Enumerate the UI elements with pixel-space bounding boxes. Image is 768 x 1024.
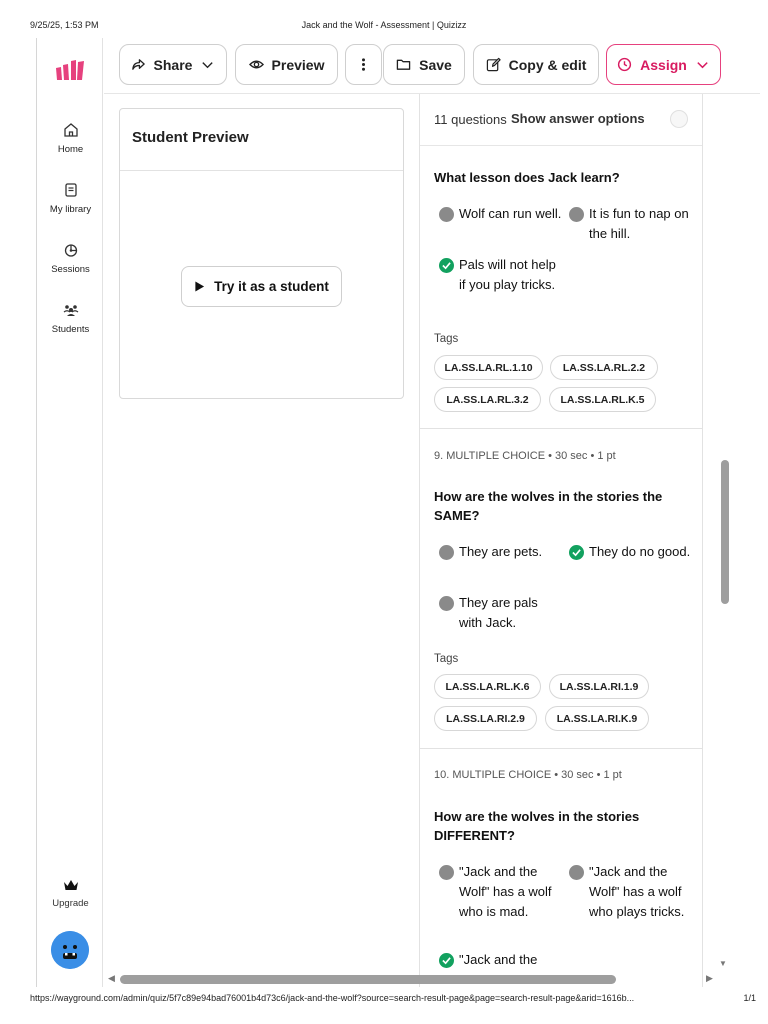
standard-tag[interactable]: LA.SS.LA.RL.K.6 xyxy=(434,674,541,699)
answer-option xyxy=(434,950,564,970)
share-label: Share xyxy=(153,56,193,73)
scroll-down-arrow-icon[interactable]: ▼ xyxy=(719,959,727,968)
sidebar-item-label: Home xyxy=(57,144,84,155)
answer-option xyxy=(564,542,694,562)
incorrect-marker xyxy=(439,596,454,611)
questions-header xyxy=(420,94,703,146)
option-text: "Jack and the Wolf" has a wolf who plays tricks. xyxy=(589,864,685,919)
print-header xyxy=(0,0,768,40)
standard-tag[interactable]: LA.SS.LA.RI.K.9 xyxy=(545,706,649,731)
question-text: How are the wolves in the stories the SAME? xyxy=(434,489,663,523)
option-text: They are pals with Jack. xyxy=(459,595,538,630)
questions-panel xyxy=(419,94,703,987)
print-page-number: 1/1 xyxy=(743,993,756,1003)
sidebar-item-label: Students xyxy=(51,324,90,335)
correct-check-icon xyxy=(569,545,584,560)
question-card xyxy=(420,146,703,429)
answer-option xyxy=(434,862,564,922)
show-answer-options-toggle[interactable] xyxy=(670,110,688,128)
question-meta: 10. MULTIPLE CHOICE • 30 sec • 1 pt xyxy=(434,769,622,781)
tags-label: Tags xyxy=(434,333,459,345)
answer-option xyxy=(434,255,564,295)
try-as-student-button[interactable] xyxy=(181,266,342,307)
option-text: It is fun to nap on the hill. xyxy=(589,206,689,241)
incorrect-marker xyxy=(569,207,584,222)
option-text: Pals will not help if you play tricks. xyxy=(459,257,556,292)
standard-tag[interactable]: LA.SS.LA.RI.2.9 xyxy=(434,706,537,731)
divider xyxy=(120,170,403,171)
home-icon xyxy=(63,122,79,138)
upgrade-label: Upgrade xyxy=(52,898,89,909)
sidebar-item-students[interactable] xyxy=(37,302,104,335)
crown-icon xyxy=(63,878,79,892)
library-icon xyxy=(63,182,79,198)
answer-option xyxy=(564,862,694,922)
sessions-icon xyxy=(63,242,79,258)
scroll-left-arrow-icon[interactable]: ◀ xyxy=(108,973,115,983)
assign-label: Assign xyxy=(640,56,687,73)
correct-check-icon xyxy=(439,953,454,968)
chevron-down-icon xyxy=(200,57,215,72)
sidebar xyxy=(36,38,103,987)
preview-label: Preview xyxy=(271,56,325,73)
tags-label: Tags xyxy=(434,653,459,665)
incorrect-marker xyxy=(439,545,454,560)
question-card xyxy=(420,749,703,987)
sidebar-item-sessions[interactable] xyxy=(37,242,104,275)
print-date: 9/25/25, 1:53 PM xyxy=(30,20,99,30)
folder-icon xyxy=(396,57,411,72)
option-text: They do no good. xyxy=(589,544,691,559)
avatar[interactable] xyxy=(51,931,89,969)
option-text: Wolf can run well. xyxy=(459,206,562,221)
standard-tag[interactable]: LA.SS.LA.RL.2.2 xyxy=(550,355,658,380)
preview-button[interactable] xyxy=(235,44,338,85)
eye-icon xyxy=(249,57,264,72)
students-icon xyxy=(63,302,79,318)
chevron-down-icon xyxy=(695,57,710,72)
standard-tag[interactable]: LA.SS.LA.RL.1.10 xyxy=(434,355,543,380)
question-text: How are the wolves in the stories DIFFERENT? xyxy=(434,809,640,843)
question-card xyxy=(420,429,703,749)
app-logo[interactable] xyxy=(55,60,85,82)
sidebar-item-my-library[interactable] xyxy=(37,182,104,215)
option-text: "Jack and the Wolf" has a wolf who is mad. xyxy=(459,864,552,919)
clock-icon xyxy=(617,57,632,72)
assign-button[interactable] xyxy=(606,44,721,85)
save-label: Save xyxy=(419,56,452,73)
student-preview-card xyxy=(119,108,404,399)
correct-check-icon xyxy=(439,258,454,273)
horizontal-scrollbar[interactable] xyxy=(120,975,616,984)
try-as-student-label: Try it as a student xyxy=(214,279,329,294)
standard-tag[interactable]: LA.SS.LA.RI.1.9 xyxy=(549,674,649,699)
copy-edit-label: Copy & edit xyxy=(508,56,587,73)
print-footer xyxy=(0,993,768,1007)
incorrect-marker xyxy=(439,865,454,880)
incorrect-marker xyxy=(439,207,454,222)
question-count: 11 questions xyxy=(434,112,507,127)
sidebar-item-home[interactable] xyxy=(37,122,104,155)
question-meta: 9. MULTIPLE CHOICE • 30 sec • 1 pt xyxy=(434,450,616,462)
show-answer-options-label: Show answer options xyxy=(511,111,645,126)
option-text: They are pets. xyxy=(459,544,543,559)
top-toolbar xyxy=(104,38,760,94)
save-button[interactable] xyxy=(383,44,465,85)
answer-option xyxy=(564,204,694,244)
copy-edit-button[interactable] xyxy=(473,44,599,85)
standard-tag[interactable]: LA.SS.LA.RL.K.5 xyxy=(549,387,656,412)
vertical-scrollbar[interactable] xyxy=(721,460,729,604)
edit-icon xyxy=(486,57,501,72)
question-text: What lesson does Jack learn? xyxy=(434,170,620,185)
print-url: https://wayground.com/admin/quiz/5f7c89e94bad76001b4d73c6/jack-and-the-wolf?source=search-result-page&page=search-result-page&arid=1616b... xyxy=(30,993,635,1003)
answer-option xyxy=(434,542,564,562)
play-icon xyxy=(194,281,205,292)
more-vertical-icon xyxy=(356,57,371,72)
scroll-right-arrow-icon[interactable]: ▶ xyxy=(706,973,713,983)
more-options-button[interactable] xyxy=(345,44,382,85)
preview-title: Student Preview xyxy=(132,129,249,146)
incorrect-marker xyxy=(569,865,584,880)
answer-option xyxy=(434,204,564,224)
print-title: Jack and the Wolf - Assessment | Quizizz xyxy=(301,20,467,30)
standard-tag[interactable]: LA.SS.LA.RL.3.2 xyxy=(434,387,541,412)
share-button[interactable] xyxy=(119,44,227,85)
option-text: "Jack and the xyxy=(459,952,538,967)
share-icon xyxy=(131,57,146,72)
sidebar-item-label: My library xyxy=(49,204,92,215)
sidebar-item-label: Sessions xyxy=(51,264,90,275)
answer-option xyxy=(434,593,564,633)
upgrade-button[interactable] xyxy=(37,878,104,909)
